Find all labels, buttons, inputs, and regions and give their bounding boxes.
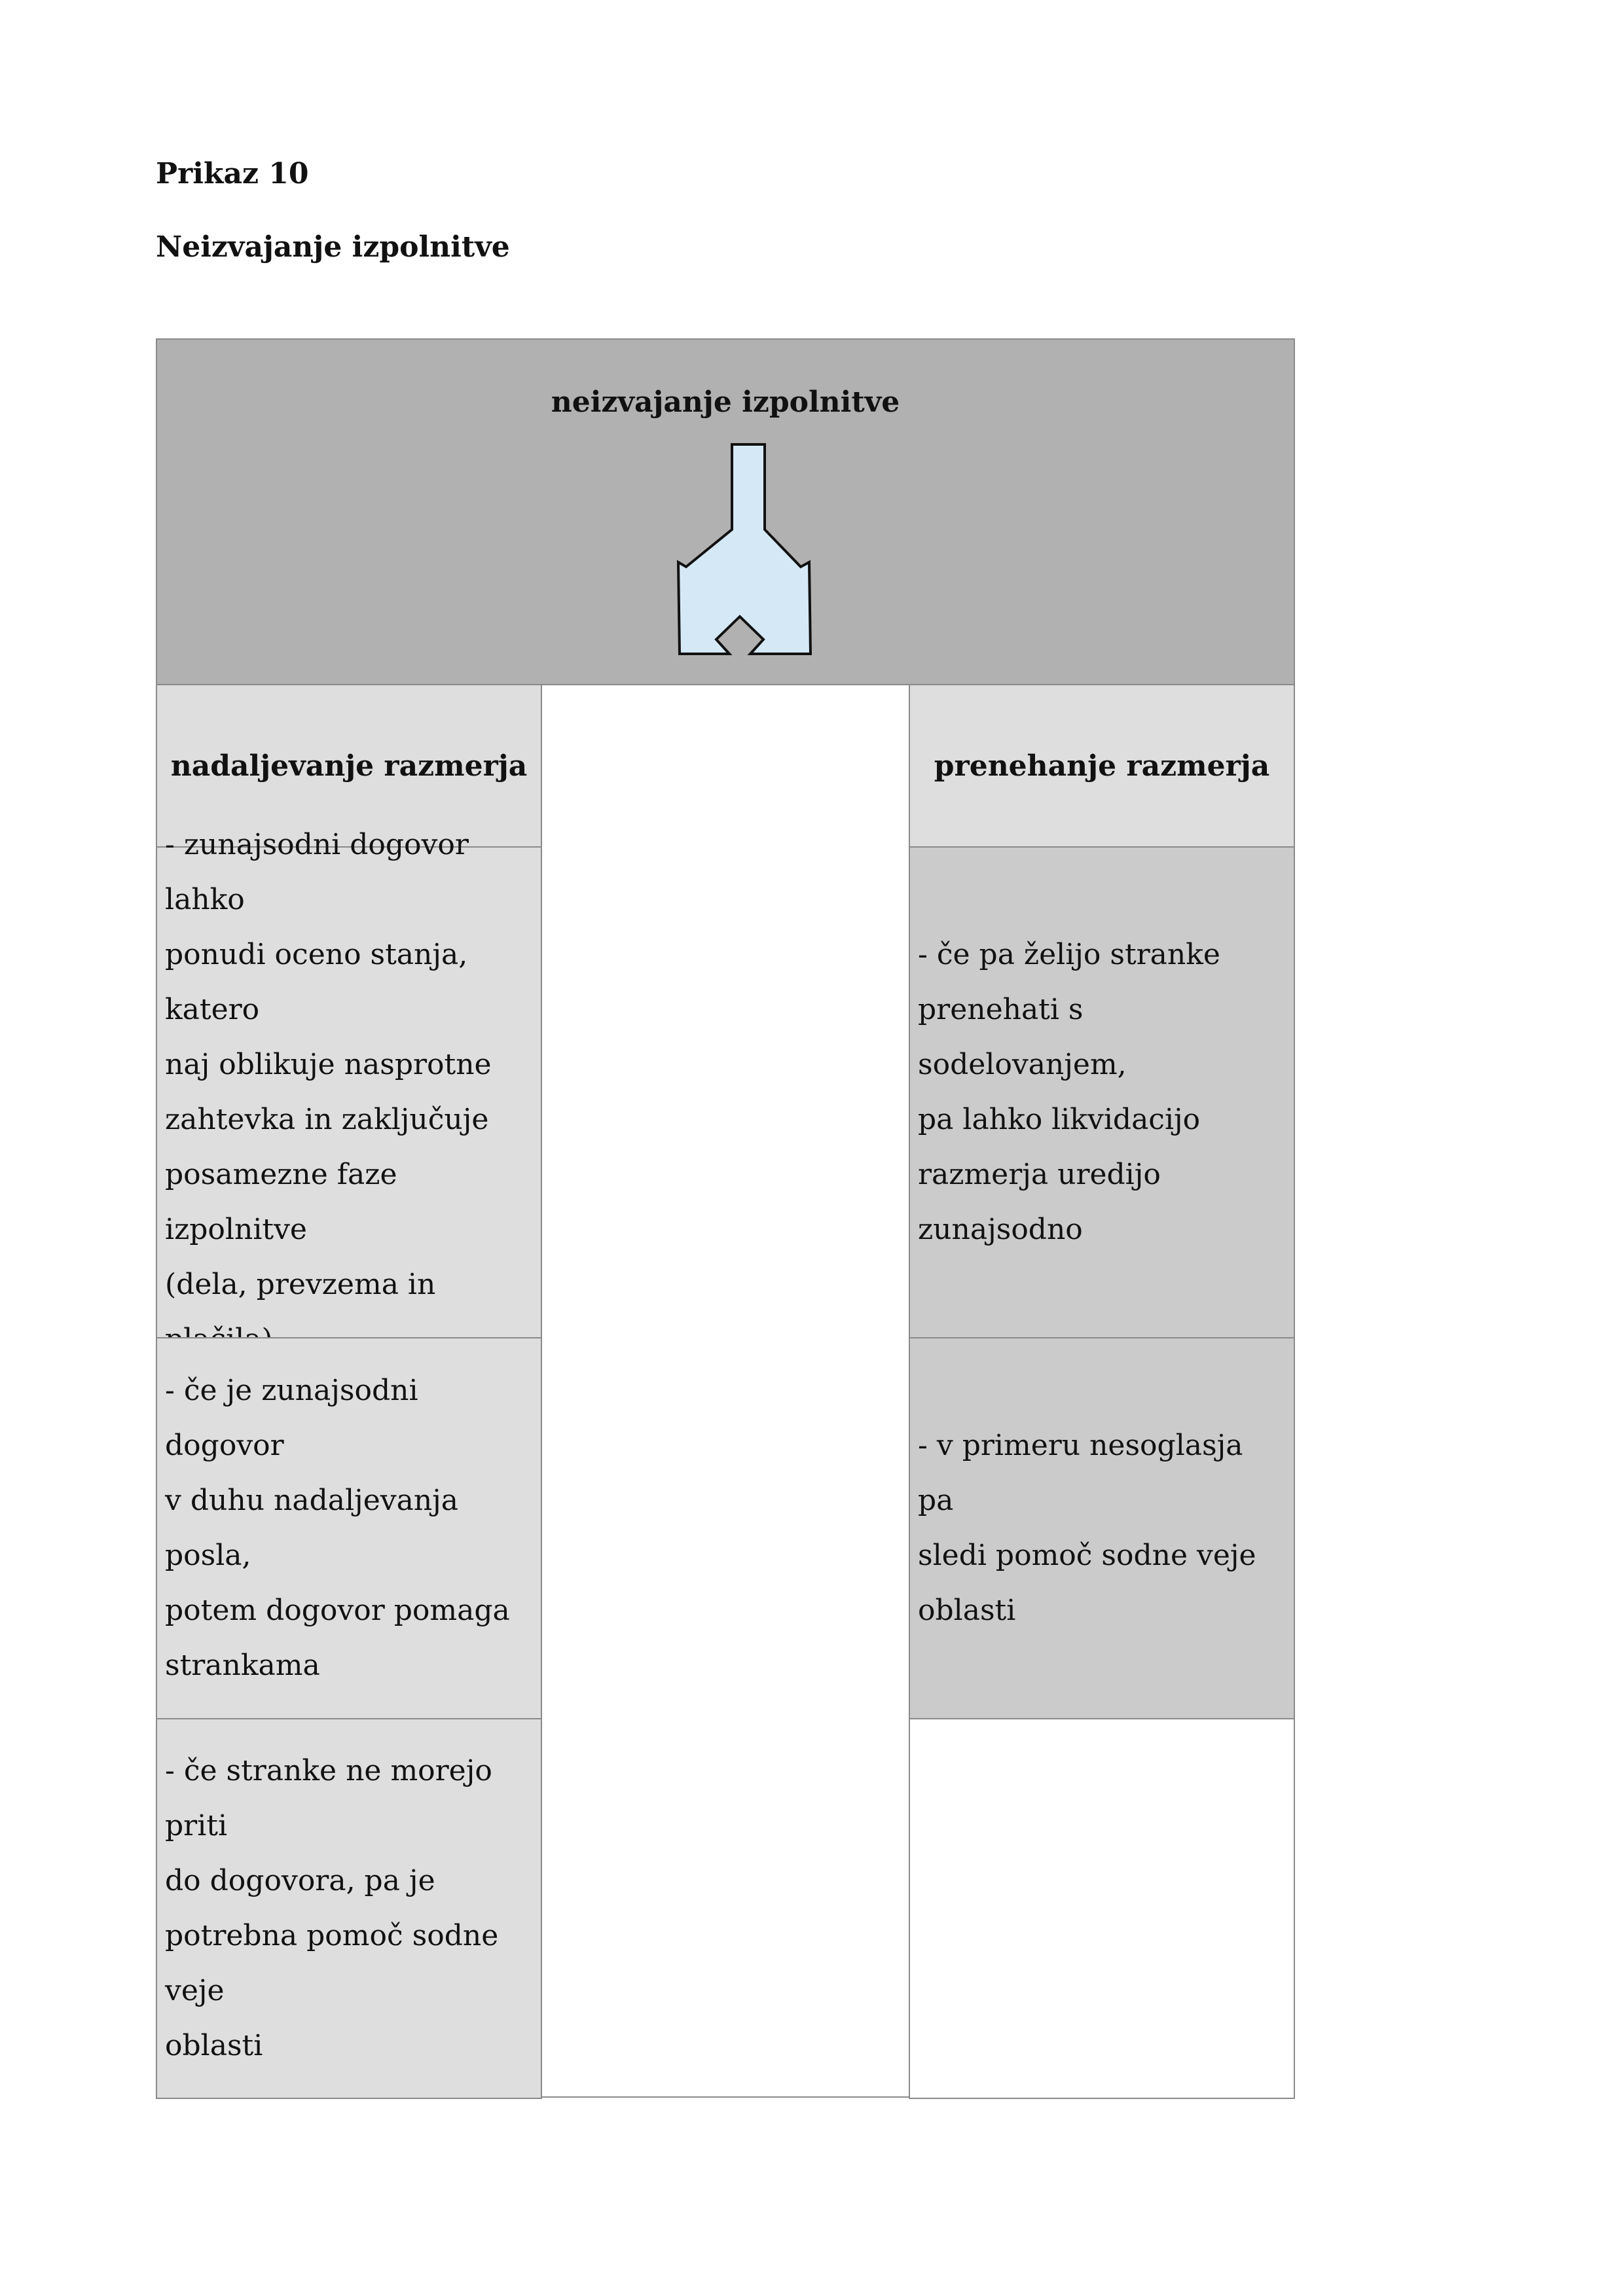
right-item-1-text: - če pa želijo stranke prenehati s sodelovanjem, pa lahko likvidacijo razmerja uredijo zunajsodno	[918, 938, 1220, 1246]
diagram-header	[156, 338, 1295, 685]
right-heading-label: prenehanje razmerja	[934, 749, 1270, 783]
left-item-1-text: - zunajsodni dogovor lahko ponudi oceno stanja, katero naj oblikuje nasprotne zahtevka in zaključuje posamezne faze izpolnitve (dela, prevzema in	[165, 828, 492, 1301]
right-item-1	[909, 846, 1295, 1338]
left-item-3	[156, 1718, 542, 2099]
right-heading	[909, 684, 1295, 848]
left-heading-label: nadaljevanje razmerja	[170, 749, 528, 783]
right-item-2	[909, 1337, 1295, 1719]
split-arrow-icon	[653, 431, 843, 667]
right-empty-cell	[909, 1718, 1295, 2099]
header-title: neizvajanje izpolnitve	[551, 386, 900, 419]
left-item-3-text: - če stranke ne morejo priti do dogovora, pa je potrebna pomoč sodne veje oblasti	[165, 1754, 499, 2062]
center-spacer	[541, 684, 910, 2098]
figure-title: Neizvajanje izpolnitve	[156, 230, 510, 264]
figure-label: Prikaz 10	[156, 157, 309, 190]
right-item-2-text: - v primeru nesoglasja pa sledi pomoč sodne veje oblasti	[918, 1429, 1256, 1627]
left-item-2-text: - če je zunajsodni dogovor v duhu nadaljevanja posla, potem dogovor pomaga strankama	[165, 1374, 510, 1682]
left-item-2	[156, 1337, 542, 1719]
left-item-1	[156, 828, 542, 1338]
